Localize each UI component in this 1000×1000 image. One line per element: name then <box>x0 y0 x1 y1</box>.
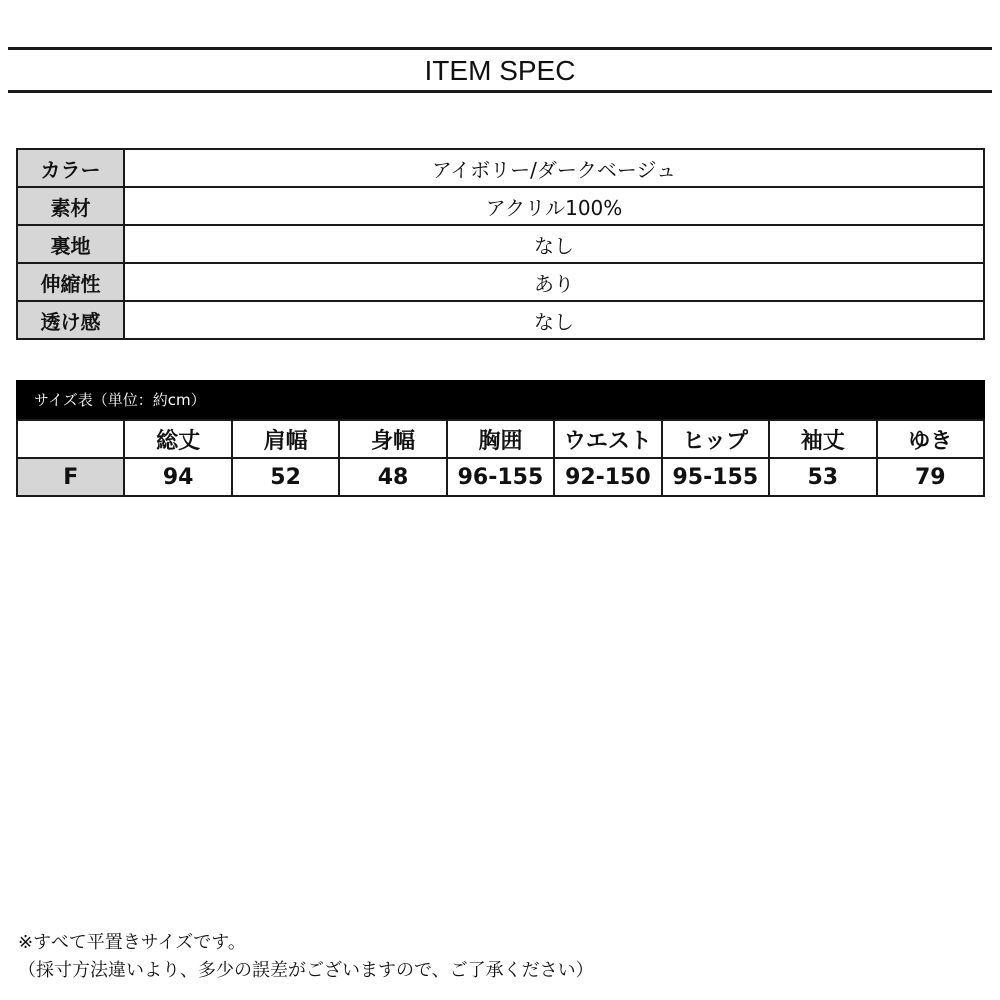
title-rule-top <box>8 47 992 50</box>
size-row-label: F <box>17 458 124 496</box>
size-col-total-length: 総丈 <box>124 420 231 458</box>
spec-value-stretch: あり <box>124 263 984 301</box>
spec-row-color <box>17 149 984 187</box>
size-table <box>16 419 985 497</box>
size-col-chest: 胸囲 <box>447 420 554 458</box>
spec-label-stretch: 伸縮性 <box>17 263 124 301</box>
spec-label-lining: 裏地 <box>17 225 124 263</box>
size-col-waist: ウエスト <box>554 420 661 458</box>
size-col-sleeve-length: 袖丈 <box>769 420 876 458</box>
spec-value-lining: なし <box>124 225 984 263</box>
spec-value-color: アイボリー/ダークベージュ <box>124 149 984 187</box>
size-corner-cell <box>17 420 124 458</box>
size-col-body-width: 身幅 <box>339 420 446 458</box>
note-flat-measure: ※すべて平置きサイズです。 <box>18 932 246 953</box>
size-value-waist: 92-150 <box>554 458 661 496</box>
spec-label-color: カラー <box>17 149 124 187</box>
spec-value-material: アクリル100% <box>124 187 984 225</box>
size-value-yuki: 79 <box>877 458 985 496</box>
size-value-total-length: 94 <box>124 458 231 496</box>
size-value-body-width: 48 <box>339 458 446 496</box>
size-row-f <box>17 458 984 496</box>
spec-row-stretch <box>17 263 984 301</box>
size-col-shoulder-width: 肩幅 <box>232 420 339 458</box>
spec-row-lining <box>17 225 984 263</box>
page-title: ITEM SPEC <box>424 55 576 86</box>
note-measurement-error: （採寸方法違いより、多少の誤差がございますので、ご了承ください） <box>18 960 594 981</box>
size-col-hip: ヒップ <box>662 420 769 458</box>
spec-table <box>16 148 985 340</box>
size-header-row <box>17 420 984 458</box>
spec-label-sheerness: 透け感 <box>17 301 124 339</box>
size-value-hip: 95-155 <box>662 458 769 496</box>
spec-value-sheerness: なし <box>124 301 984 339</box>
size-table-caption: サイズ表（単位：約cm） <box>16 380 985 420</box>
size-col-yuki: ゆき <box>877 420 985 458</box>
size-value-sleeve-length: 53 <box>769 458 876 496</box>
size-value-chest: 96-155 <box>447 458 554 496</box>
title-rule-bottom <box>8 90 992 93</box>
spec-row-sheerness <box>17 301 984 339</box>
spec-row-material <box>17 187 984 225</box>
size-value-shoulder-width: 52 <box>232 458 339 496</box>
spec-label-material: 素材 <box>17 187 124 225</box>
